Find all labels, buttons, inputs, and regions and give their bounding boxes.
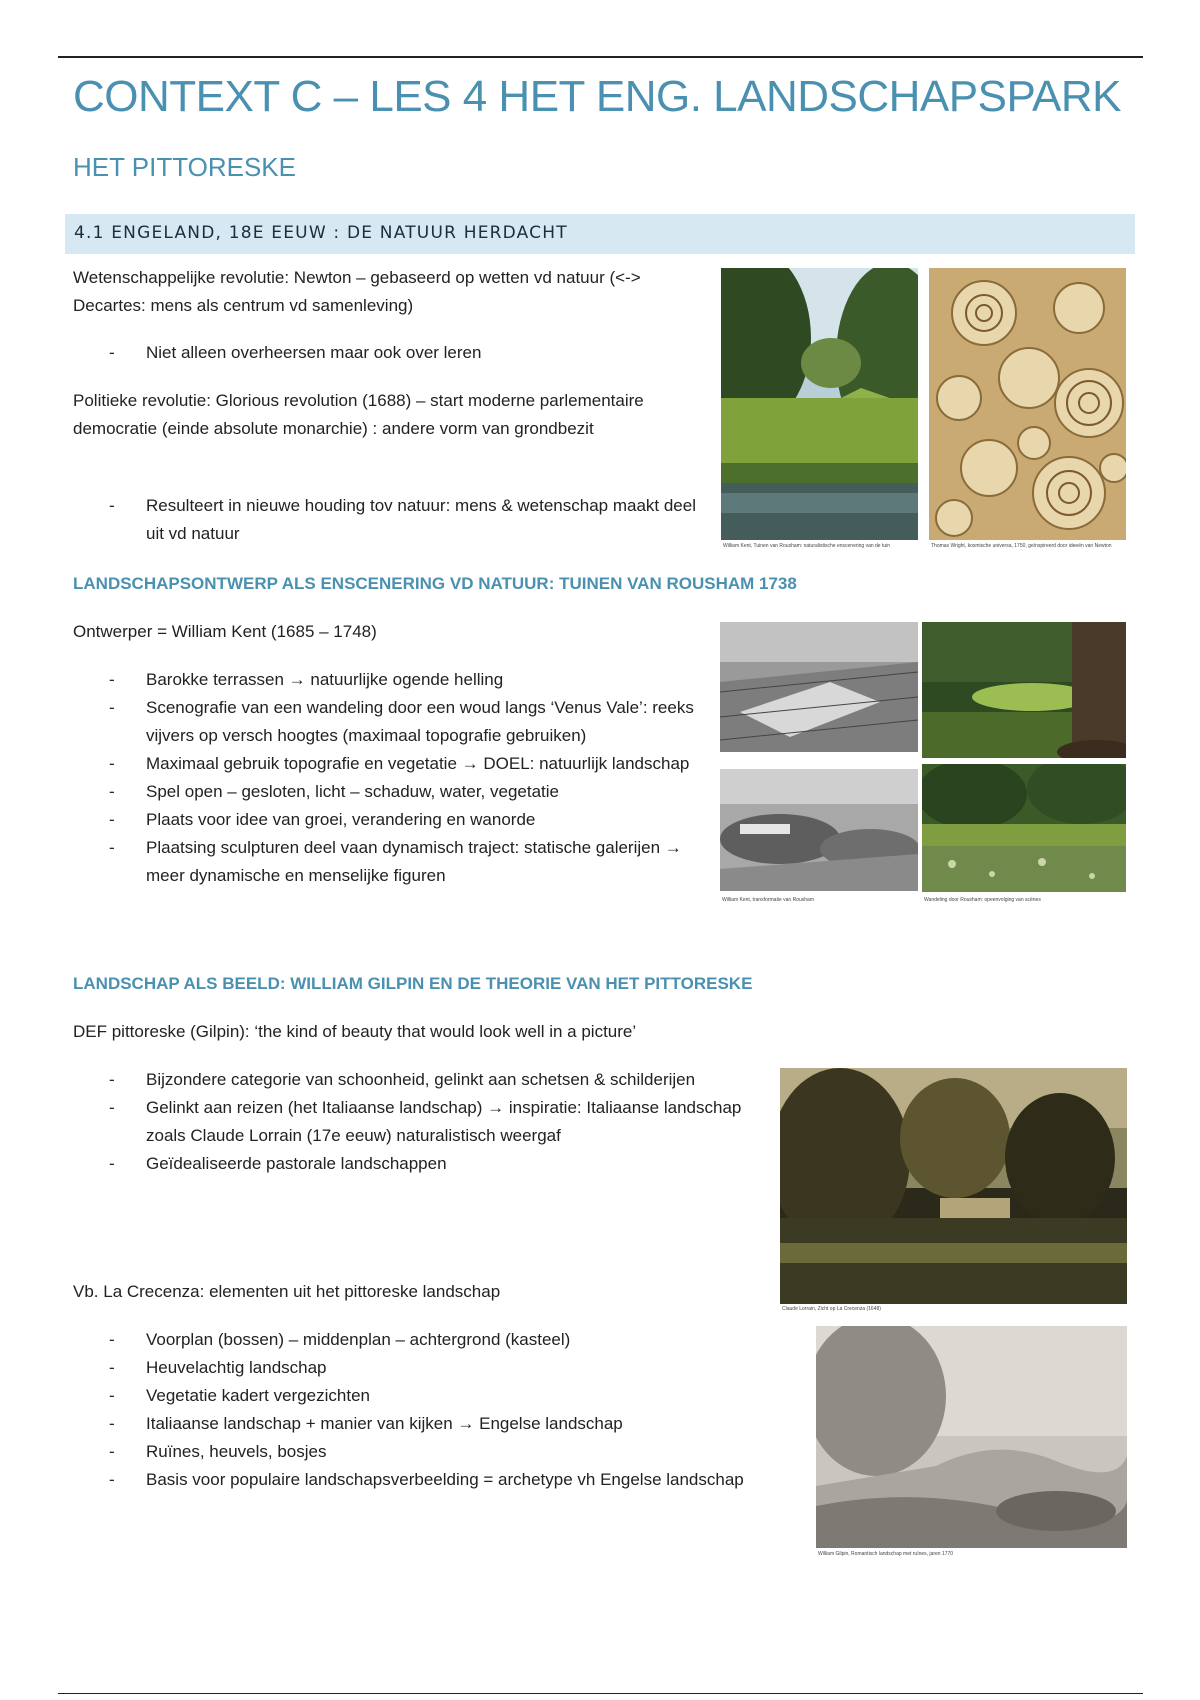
list-item: - Vegetatie kadert vergezichten bbox=[73, 1382, 753, 1410]
gilpin-heading: LANDSCHAP ALS BEELD: WILLIAM GILPIN EN DE THEORIE VAN HET PITTORESKE bbox=[73, 974, 753, 993]
gilpin-sketch bbox=[816, 1326, 1127, 1548]
designer-line: Ontwerper = William Kent (1685 – 1748) bbox=[73, 622, 377, 641]
list-item: - Heuvelachtig landschap bbox=[73, 1354, 753, 1382]
caption-transformation: William Kent, transformatie van Rousham bbox=[722, 897, 814, 903]
picturesque-bullet-list bbox=[73, 1066, 743, 1178]
page-subtitle: HET PITTORESKE bbox=[73, 152, 296, 182]
caption-thomas-wright: Thomas Wright, kosmische universa, 1750, geïnspireerd door ideeën van Newton bbox=[931, 543, 1112, 549]
caption-rousham: William Kent, Tuinen van Rousham: naturalistische enscenering van de tuin bbox=[723, 543, 891, 549]
bullet-list-2 bbox=[73, 492, 703, 548]
page-title: CONTEXT C – LES 4 HET ENG. LANDSCHAPSPARK bbox=[73, 72, 1122, 121]
top-rule bbox=[58, 56, 1143, 58]
bottom-rule bbox=[58, 1693, 1143, 1694]
aerial-view-rousham-1 bbox=[720, 622, 918, 752]
list-item: - Plaatsing sculpturen deel vaan dynamisch traject: statische galerijen → meer dynamische en menselijke figuren bbox=[73, 834, 718, 890]
example-bullet-list bbox=[73, 1326, 753, 1494]
list-item: - Spel open – gesloten, licht – schaduw, water, vegetatie bbox=[73, 778, 718, 806]
list-item: - Bijzondere categorie van schoonheid, gelinkt aan schetsen & schilderijen bbox=[73, 1066, 743, 1094]
list-item: - Gelinkt aan reizen (het Italiaanse landschap) → inspiratie: Italiaanse landschap zoals Claude Lorrain (17e eeuw) naturalistisch weergaf bbox=[73, 1094, 743, 1150]
list-item: - Maximaal gebruik topografie en vegetatie → DOEL: natuurlijk landschap bbox=[73, 750, 718, 778]
list-item: - Voorplan (bossen) – middenplan – achtergrond (kasteel) bbox=[73, 1326, 753, 1354]
claude-lorrain-painting bbox=[780, 1068, 1127, 1304]
list-item: - Geïdealiseerde pastorale landschappen bbox=[73, 1150, 743, 1178]
list-item: - Resulteert in nieuwe houding tov natuur: mens & wetenschap maakt deel uit vd natuur bbox=[73, 492, 703, 548]
rousham-pond-photo bbox=[922, 764, 1126, 892]
bullet-list-1 bbox=[73, 339, 713, 367]
paragraph-scientific-revolution: Wetenschappelijke revolutie: Newton – gebaseerd op wetten vd natuur (<-> Decartes: mens als centrum vd samenleving) bbox=[73, 268, 641, 315]
aerial-view-rousham-2 bbox=[720, 769, 918, 891]
example-intro: Vb. La Crecenza: elementen uit het pittoreske landschap bbox=[73, 1282, 501, 1301]
rousham-bullet-list bbox=[73, 666, 718, 890]
list-item: - Niet alleen overheersen maar ook over leren bbox=[73, 339, 713, 367]
caption-walk: Wandeling door Rousham: opeenvolging van scènes bbox=[924, 897, 1041, 903]
rousham-lawn-photo bbox=[922, 622, 1126, 758]
section-heading-bar bbox=[65, 214, 1135, 254]
paragraph-political-revolution: Politieke revolutie: Glorious revolution (1688) – start moderne parlementaire democratie (einde absolute monarchie) : andere vorm van grondbezit bbox=[73, 391, 644, 438]
list-item: - Plaats voor idee van groei, verandering en wanorde bbox=[73, 806, 718, 834]
list-item: - Scenografie van een wandeling door een woud langs ‘Venus Vale’: reeks vijvers op versch hoogtes (maximaal topografie gebruiken) bbox=[73, 694, 718, 750]
rousham-heading: LANDSCHAPSONTWERP ALS ENSCENERING VD NATUUR: TUINEN VAN ROUSHAM 1738 bbox=[73, 574, 797, 593]
rousham-garden-photo bbox=[721, 268, 918, 540]
section-heading: 4.1 ENGELAND, 18E EEUW : DE NATUUR HERDACHT bbox=[74, 223, 568, 243]
caption-lorrain: Claude Lorrain, Zicht op La Crecenza (1648) bbox=[782, 1306, 881, 1312]
picturesque-definition: DEF pittoreske (Gilpin): ‘the kind of beauty that would look well in a picture’ bbox=[73, 1022, 637, 1041]
list-item: - Barokke terrassen → natuurlijke ogende helling bbox=[73, 666, 718, 694]
caption-gilpin: William Gilpin, Romantisch landschap met ruïnes, jaren 1770 bbox=[818, 1551, 954, 1557]
list-item: - Basis voor populaire landschapsverbeelding = archetype vh Engelse landschap bbox=[73, 1466, 753, 1494]
list-item: - Ruïnes, heuvels, bosjes bbox=[73, 1438, 753, 1466]
list-item: - Italiaanse landschap + manier van kijken → Engelse landschap bbox=[73, 1410, 753, 1438]
cosmic-universe-illustration bbox=[929, 268, 1126, 540]
